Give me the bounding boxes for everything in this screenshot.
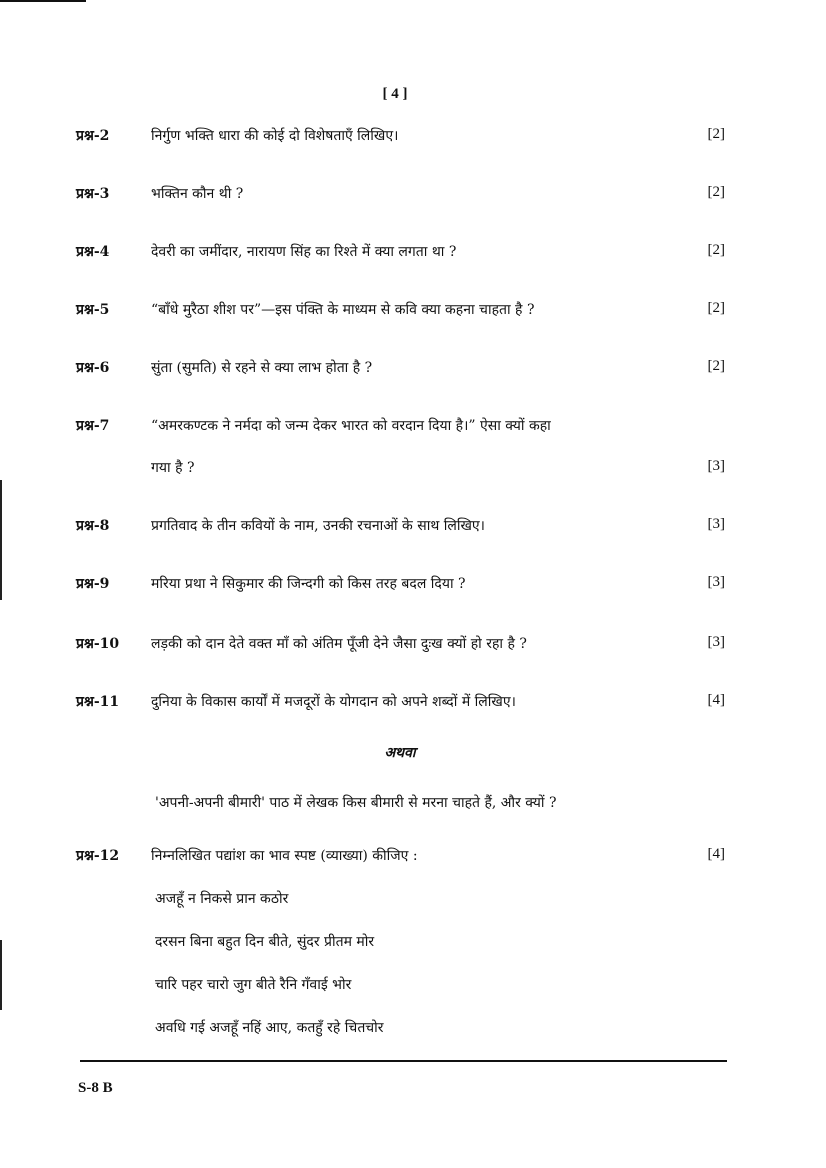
question-marks: [3]: [707, 458, 725, 474]
question-label: प्रश्न-7: [76, 418, 110, 434]
poem-line: चारि पहर चारो जुग बीते रैनि गँवाई भोर: [155, 977, 352, 993]
poem-line: दरसन बिना बहुत दिन बीते, सुंदर प्रीतम मोर: [155, 934, 375, 950]
question-label: प्रश्न-3: [76, 186, 110, 202]
question-12: [0, 846, 826, 872]
question-continuation: गया है ?: [151, 460, 195, 476]
question-marks: [2]: [707, 126, 725, 142]
question-text: लड़की को दान देते वक्त माँ को अंतिम पूँजी देने जैसा दुःख क्यों हो रहा है ?: [151, 636, 527, 652]
question-10: [0, 634, 826, 660]
question-label: प्रश्न-4: [76, 244, 110, 260]
question-marks: [3]: [707, 574, 725, 590]
question-text: सुंता (सुमति) से रहने से क्या लाभ होता है ?: [151, 360, 373, 376]
question-label: प्रश्न-6: [76, 360, 110, 376]
scan-margin-mark: [0, 940, 2, 1010]
question-marks: [2]: [707, 358, 725, 374]
question-text: भक्तिन कौन थी ?: [151, 186, 244, 202]
alternative-question-text: 'अपनी-अपनी बीमारी' पाठ में लेखक किस बीमारी से मरना चाहते हैं, और क्यों ?: [155, 795, 557, 811]
question-text: मरिया प्रथा ने सिकुमार की जिन्दगी को किस तरह बदल दिया ?: [151, 576, 466, 592]
question-label: प्रश्न-11: [76, 694, 120, 710]
question-text: “अमरकण्टक ने नर्मदा को जन्म देकर भारत को वरदान दिया है।” ऐसा क्यों कहा: [151, 418, 551, 434]
question-text: प्रगतिवाद के तीन कवियों के नाम, उनकी रचनाओं के साथ लिखिए।: [151, 518, 485, 534]
question-6: [0, 358, 826, 384]
question-label: प्रश्न-9: [76, 576, 110, 592]
question-label: प्रश्न-12: [76, 848, 120, 864]
question-text: निम्नलिखित पद्यांश का भाव स्पष्ट (व्याख्या) कीजिए :: [151, 848, 418, 864]
question-text: “बाँधे मुरैठा शीश पर”—इस पंक्ति के माध्यम से कवि क्या कहना चाहता है ?: [151, 302, 535, 318]
question-4: [0, 242, 826, 268]
footer-code: S-8 B: [78, 1080, 113, 1096]
page-number: [ 4 ]: [382, 86, 408, 102]
question-8: [0, 516, 826, 542]
question-2: [0, 126, 826, 152]
question-marks: [2]: [707, 300, 725, 316]
or-label: अथवा: [384, 745, 416, 761]
question-9: [0, 574, 826, 600]
question-7-continuation-row: [0, 458, 826, 484]
question-marks: [2]: [707, 242, 725, 258]
question-marks: [4]: [707, 692, 725, 708]
question-text: निर्गुण भक्ति धारा की कोई दो विशेषताएँ लिखिए।: [151, 128, 399, 144]
question-label: प्रश्न-2: [76, 128, 110, 144]
question-5: [0, 300, 826, 326]
footer-rule: [80, 1060, 727, 1062]
question-label: प्रश्न-8: [76, 518, 110, 534]
question-11: [0, 692, 826, 718]
question-label: प्रश्न-10: [76, 636, 120, 652]
question-label: प्रश्न-5: [76, 302, 110, 318]
question-marks: [2]: [707, 184, 725, 200]
poem-line: अवधि गई अजहूँ नहिं आए, कतहुँ रहे चितचोर: [155, 1020, 384, 1036]
question-7: [0, 416, 826, 442]
question-3: [0, 184, 826, 210]
question-marks: [3]: [707, 516, 725, 532]
question-marks: [4]: [707, 846, 725, 862]
poem-line: अजहूँ न निकसे प्रान कठोर: [155, 891, 289, 907]
question-text: दुनिया के विकास कार्यों में मजदूरों के योगदान को अपने शब्दों में लिखिए।: [151, 694, 516, 710]
question-marks: [3]: [707, 634, 725, 650]
question-text: देवरी का जमींदार, नारायण सिंह का रिश्ते में क्या लगता था ?: [151, 244, 457, 260]
top-edge-rule: [0, 0, 86, 2]
